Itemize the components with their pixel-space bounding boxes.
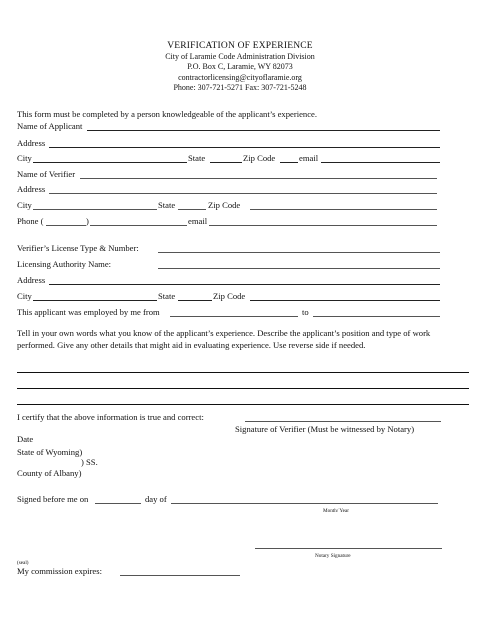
verifier-zip-field[interactable] — [250, 209, 437, 210]
license-type-label: Verifier’s License Type & Number: — [17, 243, 139, 253]
employed-from-field[interactable] — [170, 316, 298, 317]
verifier-state-label: State — [158, 200, 176, 210]
applicant-name-field[interactable] — [87, 130, 440, 131]
seal-label: (seal) — [17, 560, 29, 566]
authority-state-label: State — [158, 291, 176, 301]
applicant-email-field[interactable] — [321, 162, 440, 163]
signed-month-year-field[interactable] — [171, 503, 438, 504]
authority-zip-label: Zip Code — [213, 291, 246, 301]
date-label: Date — [17, 434, 34, 444]
mailing-address: P.O. Box C, Laramie, WY 82073 — [187, 62, 293, 71]
verifier-name-label: Name of Verifier — [17, 169, 76, 179]
notary-signature-field[interactable] — [255, 548, 442, 549]
verifier-email-field[interactable] — [209, 225, 437, 226]
authority-city-field[interactable] — [33, 300, 157, 301]
verifier-address-field[interactable] — [49, 193, 437, 194]
commission-expires-label: My commission expires: — [17, 566, 102, 576]
applicant-email-label: email — [299, 153, 319, 163]
verifier-email-label: email — [188, 216, 208, 226]
intro-text: This form must be completed by a person knowledgeable of the applicant’s experience. — [17, 109, 317, 119]
verifier-phone-field[interactable] — [90, 225, 187, 226]
applicant-state-field[interactable] — [210, 162, 242, 163]
verifier-name-field[interactable] — [80, 178, 437, 179]
verifier-signature-caption: Signature of Verifier (Must be witnessed by Notary) — [235, 424, 415, 434]
verifier-phone-label: Phone ( — [17, 216, 44, 226]
form-title: VERIFICATION OF EXPERIENCE — [167, 41, 313, 51]
day-of-label: day of — [145, 494, 167, 504]
employed-to-label: to — [302, 307, 309, 317]
authority-city-label: City — [17, 291, 32, 301]
experience-line-3[interactable] — [17, 404, 469, 405]
verifier-state-field[interactable] — [178, 209, 206, 210]
applicant-city-label: City — [17, 153, 32, 163]
notary-signature-caption: Notary Signature — [315, 553, 351, 559]
applicant-zip-label: Zip Code — [243, 153, 276, 163]
division-name: City of Laramie Code Administration Division — [165, 51, 315, 61]
licensing-authority-field[interactable] — [158, 268, 440, 269]
phone-fax: Phone: 307-721-5271 Fax: 307-721-5248 — [173, 83, 307, 92]
experience-line-1[interactable] — [17, 372, 469, 373]
applicant-name-label: Name of Applicant — [17, 121, 83, 131]
verifier-signature-field[interactable] — [245, 421, 441, 422]
form-header — [0, 41, 480, 94]
signed-before-label: Signed before me on — [17, 494, 89, 504]
authority-address-field[interactable] — [49, 284, 440, 285]
authority-address-label: Address — [17, 275, 46, 285]
authority-zip-field[interactable] — [250, 300, 440, 301]
applicant-zip-field[interactable] — [280, 162, 298, 163]
employed-to-field[interactable] — [313, 316, 440, 317]
verifier-area-code-field[interactable] — [46, 225, 86, 226]
verifier-phone-paren: ) — [86, 216, 89, 226]
commission-expires-field[interactable] — [120, 575, 240, 576]
licensing-authority-label: Licensing Authority Name: — [17, 259, 112, 269]
contact-email: contractorlicensing@cityoflaramie.org — [178, 72, 302, 82]
license-type-field[interactable] — [158, 252, 440, 253]
county-of-albany: County of Albany) — [17, 468, 82, 478]
state-of-wyoming: State of Wyoming) — [17, 447, 83, 457]
applicant-address-label: Address — [17, 138, 46, 148]
ss-label: ) SS. — [81, 457, 98, 467]
verifier-zip-label: Zip Code — [208, 200, 241, 210]
certify-label: I certify that the above information is true and correct: — [17, 412, 204, 422]
month-year-caption: Month/ Year — [323, 508, 349, 514]
applicant-address-field[interactable] — [49, 147, 440, 148]
verifier-city-label: City — [17, 200, 32, 210]
experience-line-2[interactable] — [17, 388, 469, 389]
authority-state-field[interactable] — [178, 300, 212, 301]
verifier-city-field[interactable] — [33, 209, 157, 210]
verifier-address-label: Address — [17, 184, 46, 194]
employed-from-label: This applicant was employed by me from — [17, 307, 160, 317]
applicant-city-field[interactable] — [33, 162, 187, 163]
signed-day-field[interactable] — [95, 503, 141, 504]
experience-instructions: Tell in your own words what you know of the applicant’s experience. Describe the applicant’s position and type of work performed. Give any other details that might aid in evaluating experience. Use reverse side if needed. — [17, 328, 431, 350]
applicant-state-label: State — [188, 153, 206, 163]
